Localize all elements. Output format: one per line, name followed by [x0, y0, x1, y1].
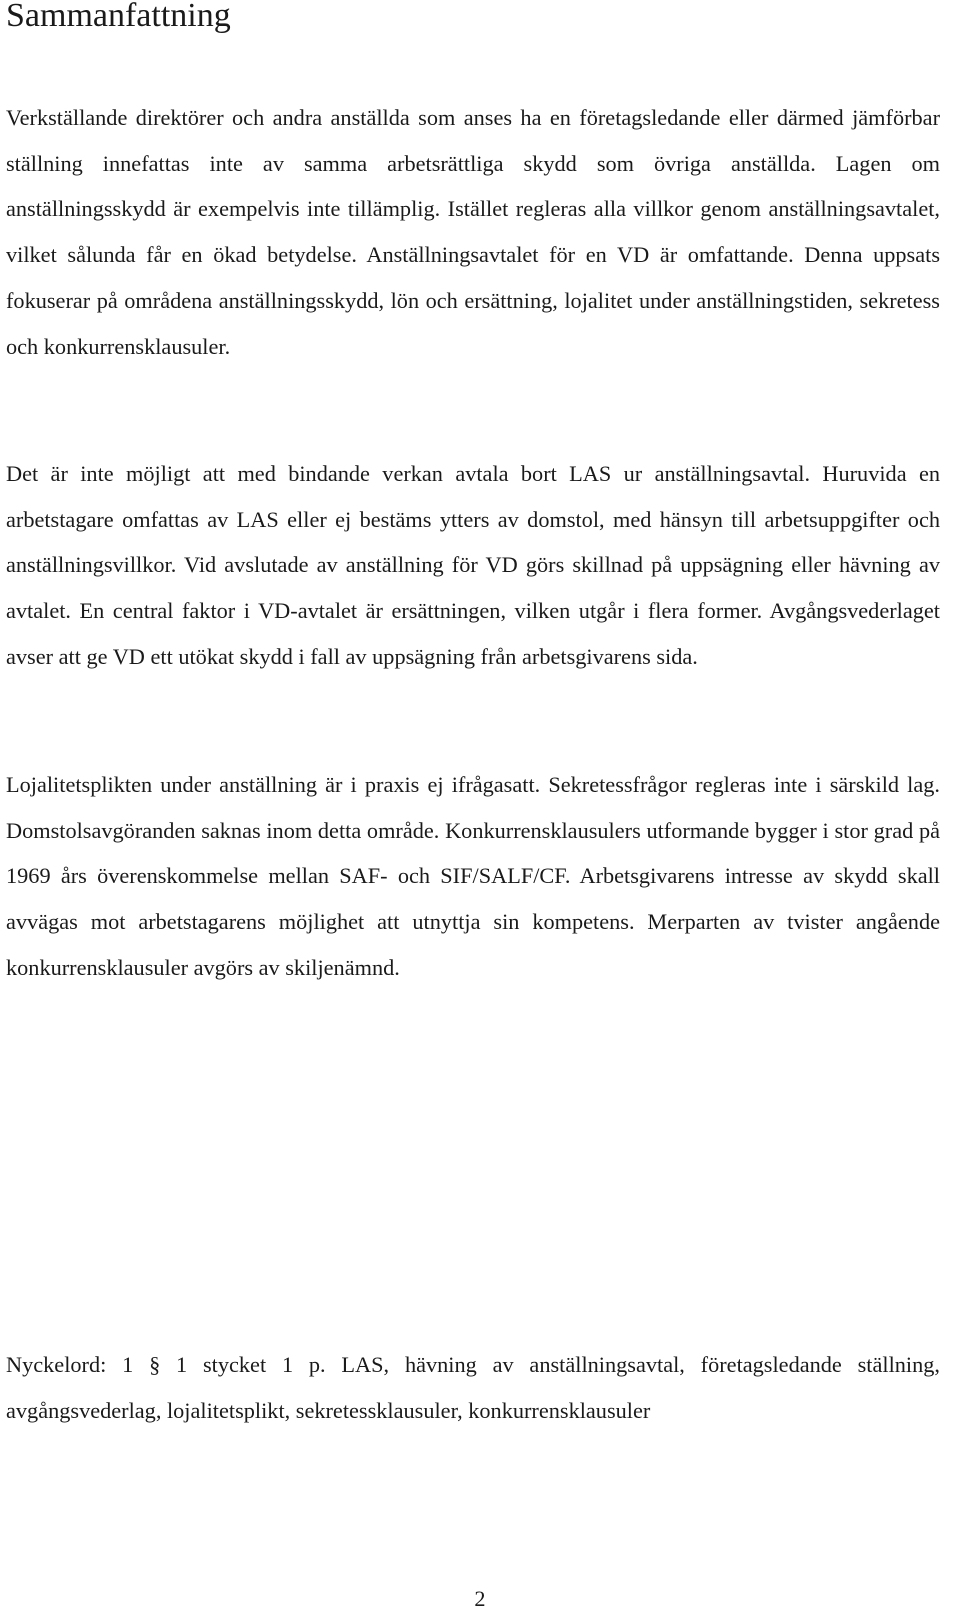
- summary-paragraph-3: Lojalitetsplikten under anställning är i praxis ej ifrågasatt. Sekretessfrågor regleras inte i särskild lag. Domstolsavgöranden saknas inom detta område. Konkurrensklausulers utformande bygger i stor grad på 1969 års överenskommelse mellan SAF- och SIF/SALF/CF. Arbetsgivarens intresse av skydd skall avvägas mot arbetstagarens möjlighet att utnyttja sin kompetens. Merparten av tvister angående konkurrensklausuler avgörs av skiljenämnd.: [6, 772, 940, 980]
- summary-paragraph-1: Verkställande direktörer och andra anställda som anses ha en företagsledande eller därmed jämförbar ställning innefattas inte av samma arbetsrättliga skydd som övriga anställda. Lagen om anställningsskydd är exempelvis inte tillämplig. Istället regleras alla villkor genom anställningsavtalet, vilket sålunda får en ökad betydelse. Anställningsavtalet för en VD är omfattande. Denna uppsats fokuserar på områdena anställningsskydd, lön och ersättning, lojalitet under anställningstiden, sekretess och konkurrensklausuler.: [6, 105, 940, 359]
- summary-paragraph-2: Det är inte möjligt att med bindande verkan avtala bort LAS ur anställningsavtal. Huruvida en arbetstagare omfattas av LAS eller ej bestäms ytters av domstol, med hänsyn till arbetsuppgifter och anställningsvillkor. Vid avslutade av anställning för VD görs skillnad på uppsägning eller hävning av avtalet. En central faktor i VD-avtalet är ersättningen, vilken utgår i flera former. Avgångsvederlaget avser att ge VD ett utökat skydd i fall av uppsägning från arbetsgivarens sida.: [6, 461, 940, 669]
- page-number: 2: [474, 1586, 486, 1611]
- page-title: Sammanfattning: [6, 0, 231, 34]
- keywords-paragraph: Nyckelord: 1 § 1 stycket 1 p. LAS, hävning av anställningsavtal, företagsledande ställning, avgångsvederlag, lojalitetsplikt, sekretessklausuler, konkurrensklausuler: [6, 1352, 940, 1423]
